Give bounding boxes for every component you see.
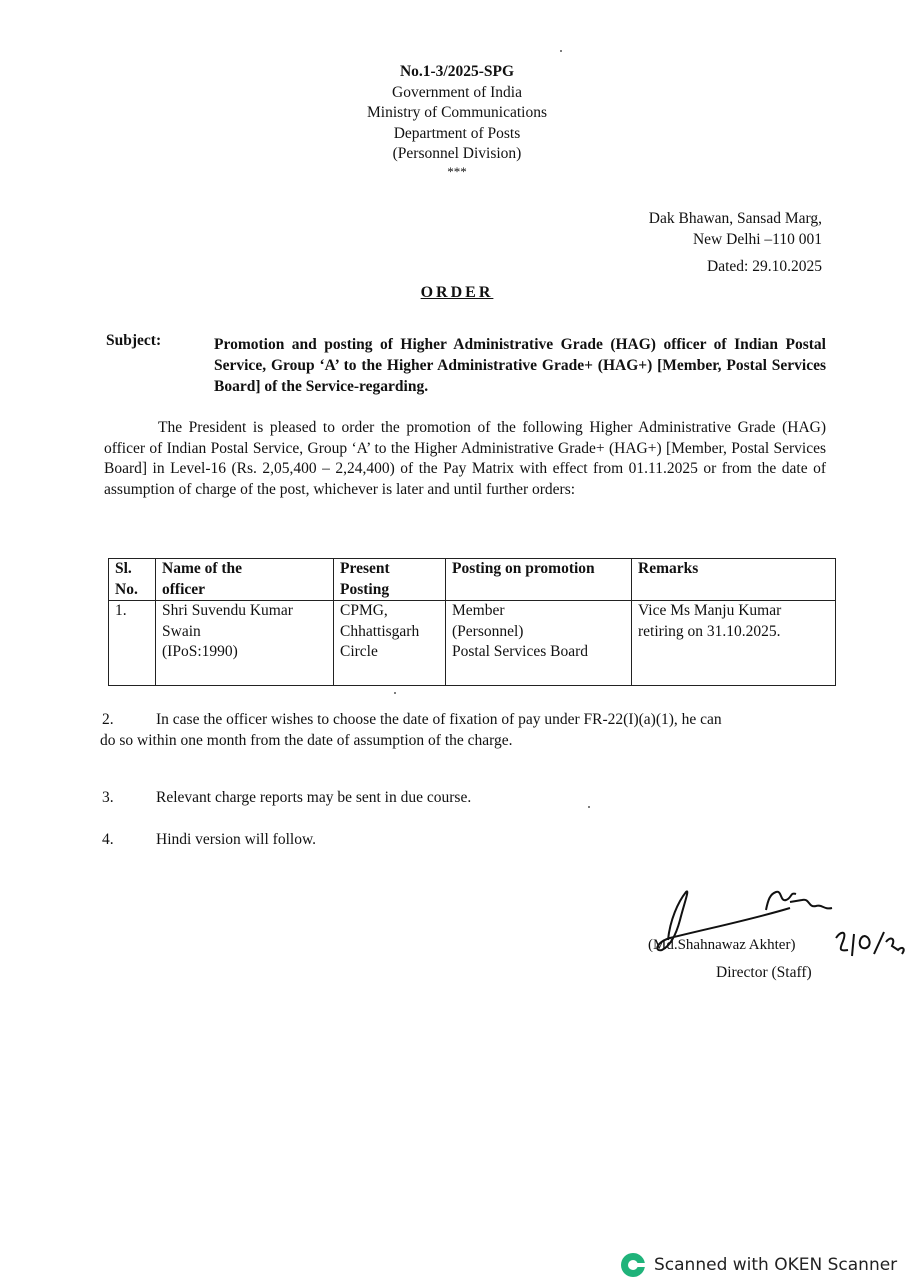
address-block [649, 208, 822, 277]
reference-number: No.1-3/2025-SPG [399, 63, 515, 80]
point-text: Relevant charge reports may be sent in due course. [156, 789, 472, 806]
point-number: 2. [102, 711, 114, 728]
point-text: Hindi version will follow. [156, 831, 317, 848]
cell-present-posting: CPMG, Chhattisgarh Circle [334, 601, 446, 686]
scanner-watermark-text: Scanned with OKEN Scanner [654, 1255, 898, 1275]
scan-speck [560, 50, 562, 52]
header-ministry: Ministry of Communications [367, 104, 547, 121]
cell-remarks: Vice Ms Manju Kumar retiring on 31.10.2025. [632, 601, 836, 686]
header-division: (Personnel Division) [392, 145, 522, 162]
cell-sl-no: 1. [109, 601, 156, 686]
subject-text: Promotion and posting of Higher Administrative Grade (HAG) officer of Indian Postal Service, Group ‘A’ to the Higher Administrative Grade+ (HAG+) [Member, Postal Services Board] of the Service-regarding. [214, 336, 826, 395]
point-number: 3. [102, 789, 114, 806]
header-present-posting: Present Posting [334, 559, 446, 601]
date-line: Dated: 29.10.2025 [707, 258, 822, 275]
point-2 [100, 709, 826, 751]
cell-officer-name: Shri Suvendu Kumar Swain (IPoS:1990) [156, 601, 334, 686]
cell-posting-on-promotion: Member (Personnel) Postal Services Board [446, 601, 632, 686]
header-posting-on-promotion: Posting on promotion [446, 559, 632, 601]
officers-table [108, 558, 836, 686]
point-text: In case the officer wishes to choose the date of fixation of pay under FR-22(I)(a)(1), he can [156, 711, 722, 728]
scan-speck [394, 692, 396, 694]
order-title: ORDER [420, 284, 494, 301]
point-3 [100, 787, 826, 808]
header-stars: *** [447, 163, 467, 179]
scanner-logo-icon [620, 1252, 646, 1278]
signatory-designation: Director (Staff) [716, 964, 812, 981]
intro-paragraph: The President is pleased to order the promotion of the following Higher Administrative Grade (HAG) officer of Indian Postal Service, Group ‘A’ to the Higher Administrative Grade+ (HAG+) [Member, Postal Services Board] in Level-16 (Rs. 2,05,400 – 2,24,400) of the Pay Matrix with effect from 01.11.2025 or from the date of assumption of charge of the post, whichever is later and until further orders: [104, 419, 826, 498]
address-line-1: Dak Bhawan, Sansad Marg, [648, 210, 822, 227]
header-department: Department of Posts [393, 124, 521, 142]
document-header [0, 62, 914, 179]
point-number: 4. [102, 831, 114, 848]
address-line-2: New Delhi –110 001 [692, 231, 822, 248]
header-government: Government of India [392, 83, 522, 101]
table-header-row [109, 559, 836, 601]
header-sl-no: Sl. No. [109, 559, 156, 601]
header-remarks: Remarks [632, 559, 836, 601]
point-4 [100, 829, 826, 850]
point-text-continued: do so within one month from the date of assumption of the charge. [100, 732, 513, 749]
table-row [109, 601, 836, 686]
scan-speck [588, 806, 590, 808]
subject-label: Subject: [106, 332, 162, 349]
signatory-name: (Md.Shahnawaz Akhter) [648, 937, 796, 953]
scanner-watermark [620, 1252, 897, 1278]
header-officer-name: Name of the officer [156, 559, 334, 601]
